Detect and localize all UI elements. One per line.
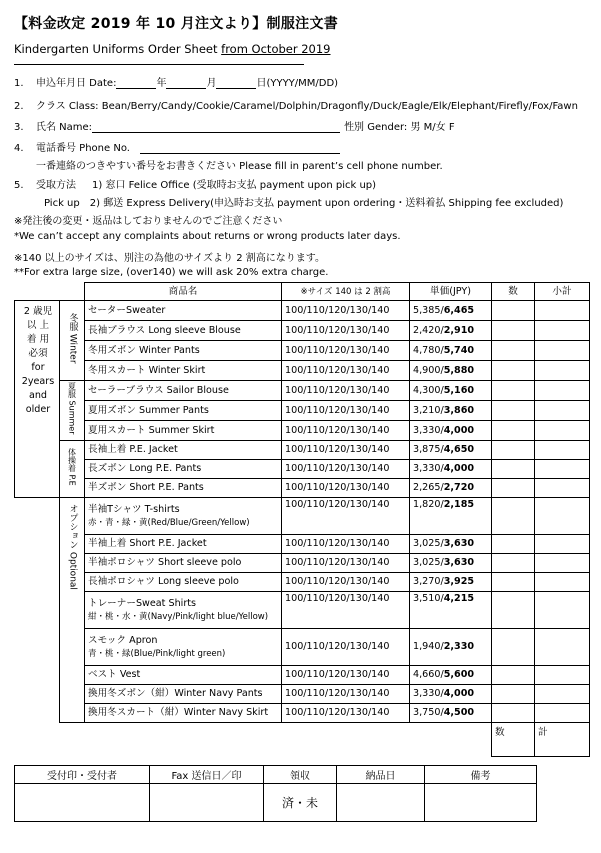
- product-price: 3,210/3,860: [410, 401, 492, 421]
- product-sizes: 100/110/120/130/140: [282, 629, 410, 666]
- product-price: 3,025/3,630: [410, 554, 492, 573]
- age-group-line: and: [28, 390, 48, 401]
- product-name: 半ズボン Short P.E. Pants: [85, 479, 282, 498]
- product-price: 5,385/6,465: [410, 301, 492, 321]
- table-row: [15, 685, 590, 704]
- header-size: ※サイズ 140 は 2 割高: [282, 283, 410, 301]
- product-name: セーラーブラウス Sailor Blouse: [85, 381, 282, 401]
- subtotal-cell[interactable]: [535, 629, 590, 666]
- table-row: [15, 321, 590, 341]
- product-price: 1,940/2,330: [410, 629, 492, 666]
- phone-field[interactable]: [140, 142, 340, 154]
- year-label: 年: [156, 78, 167, 89]
- product-name: 換用冬ズボン（紺）Winter Navy Pants: [85, 685, 282, 704]
- delivery-date-field[interactable]: [337, 784, 425, 822]
- header-price: 単価(JPY): [410, 283, 492, 301]
- page-title: 【料金改定 2019 年 10 月注文より】制服注文書: [14, 16, 339, 32]
- item-number: 4.: [14, 143, 24, 154]
- qty-input[interactable]: [492, 421, 535, 441]
- note-size-surcharge-en: **For extra large size, (over140) we will ask 20% extra charge.: [14, 267, 329, 278]
- table-row: [15, 704, 590, 723]
- subtitle-date: from October 2019: [221, 42, 331, 56]
- product-name: トレーナーSweat Shirts 紺・桃・水・黄(Navy/Pink/light blue/Yellow): [85, 592, 282, 629]
- product-name: 半袖ポロシャツ Short sleeve polo: [85, 554, 282, 573]
- product-sizes: 100/110/120/130/140: [282, 573, 410, 592]
- product-name: 換用冬スカート（紺）Winter Navy Skirt: [85, 704, 282, 723]
- product-sizes: 100/110/120/130/140: [282, 535, 410, 554]
- table-row: [15, 381, 590, 401]
- group-optional: オプション Optional: [60, 498, 85, 723]
- subtotal-cell[interactable]: [535, 704, 590, 723]
- receipt-value-row: [15, 784, 537, 822]
- table-row: [15, 573, 590, 592]
- age-group-line: 以 上: [26, 320, 50, 331]
- receipt-header-row: [15, 766, 537, 784]
- subtotal-cell[interactable]: [535, 460, 590, 479]
- pickup-option-delivery[interactable]: 2) 郵送 Express Delivery(申込時お支払 payment upon ordering・送料着払 Shipping fee excluded): [89, 198, 564, 209]
- receipt-header-stamp: 受付印・受付者: [15, 766, 150, 784]
- product-sizes: 100/110/120/130/140: [282, 321, 410, 341]
- product-price: 3,025/3,630: [410, 535, 492, 554]
- product-sizes: 100/110/120/130/140: [282, 341, 410, 361]
- subtotal-cell[interactable]: [535, 554, 590, 573]
- age-group-line: older: [25, 404, 51, 415]
- qty-input[interactable]: [492, 704, 535, 723]
- qty-input[interactable]: [492, 441, 535, 460]
- subtotal-cell[interactable]: [535, 666, 590, 685]
- table-row: [15, 301, 590, 321]
- item-number: 1.: [14, 78, 24, 89]
- product-price: 3,330/4,000: [410, 685, 492, 704]
- class-label[interactable]: クラス Class: Bean/Berry/Candy/Cookie/Caramel/Dolphin/Dragonfly/Duck/Eagle/Elk/Elephant/Firefly/Fox/Fawn: [36, 101, 578, 112]
- product-price: 3,750/4,500: [410, 704, 492, 723]
- pickup-row-2: [44, 194, 563, 209]
- age-group-cell: [15, 301, 60, 498]
- qty-input[interactable]: [492, 573, 535, 592]
- product-price: 4,900/5,880: [410, 361, 492, 381]
- total-sum[interactable]: 計: [535, 723, 590, 757]
- product-name: 長袖ブラウス Long sleeve Blouse: [85, 321, 282, 341]
- table-row: [15, 498, 590, 535]
- table-row: [15, 666, 590, 685]
- age-group-line: 2years: [21, 376, 55, 387]
- product-sizes: 100/110/120/130/140: [282, 441, 410, 460]
- item-number: 3.: [14, 122, 24, 133]
- product-price: 2,420/2,910: [410, 321, 492, 341]
- month-label: 月: [206, 78, 217, 89]
- age-group-line: for: [31, 362, 45, 373]
- fax-field[interactable]: [150, 784, 264, 822]
- pickup-option-office[interactable]: 1) 窓口 Felice Office (受取時お支払 payment upon pick up): [92, 180, 377, 191]
- table-row: [15, 401, 590, 421]
- note-no-returns-jp: ※発注後の変更・返品はしておりませんのでご注意ください: [14, 216, 283, 227]
- product-name: 冬用スカート Winter Skirt: [85, 361, 282, 381]
- receipt-header-fax: Fax 送信日／印: [150, 766, 264, 784]
- product-name: 夏用スカート Summer Skirt: [85, 421, 282, 441]
- qty-input[interactable]: [492, 301, 535, 321]
- product-sizes: 100/110/120/130/140: [282, 498, 410, 535]
- subtotal-cell[interactable]: [535, 321, 590, 341]
- qty-input[interactable]: [492, 401, 535, 421]
- header-product: 商品名: [85, 283, 282, 301]
- day-label: 日(YYYY/MM/DD): [256, 78, 339, 89]
- table-header-row: [15, 283, 590, 301]
- product-sizes: 100/110/120/130/140: [282, 554, 410, 573]
- header-subtotal: 小計: [535, 283, 590, 301]
- qty-input[interactable]: [492, 341, 535, 361]
- pickup-label: 受取方法: [36, 180, 76, 191]
- product-sizes: 100/110/120/130/140: [282, 301, 410, 321]
- note-no-returns-en: *We can’t accept any complaints about returns or wrong products later days.: [14, 231, 401, 242]
- qty-input[interactable]: [492, 554, 535, 573]
- product-name: スモック Apron 青・桃・緑(Blue/Pink/light green): [85, 629, 282, 666]
- qty-input[interactable]: [492, 666, 535, 685]
- subtitle-divider: [14, 64, 304, 65]
- item-number: 5.: [14, 180, 24, 191]
- group-pe: 体操着 P.E: [60, 441, 85, 498]
- product-name: 夏用ズボン Summer Pants: [85, 401, 282, 421]
- table-row: [15, 441, 590, 460]
- date-label: 申込年月日 Date:: [36, 78, 117, 89]
- class-row: [14, 97, 578, 112]
- table-row: [15, 341, 590, 361]
- remarks-field[interactable]: [425, 784, 537, 822]
- subtotal-cell[interactable]: [535, 441, 590, 460]
- order-table: [14, 282, 590, 757]
- product-name: 長袖ポロシャツ Long sleeve polo: [85, 573, 282, 592]
- product-sizes: 100/110/120/130/140: [282, 381, 410, 401]
- gender-label[interactable]: 性別 Gender: 男 M/女 F: [344, 122, 455, 133]
- product-sizes: 100/110/120/130/140: [282, 421, 410, 441]
- receipt-header-delivery: 納品日: [337, 766, 425, 784]
- product-name: セーターSweater: [85, 301, 282, 321]
- phone-note: 一番連絡のつきやすい番号をお書きください Please fill in parent’s cell phone number.: [36, 161, 443, 172]
- qty-input[interactable]: [492, 592, 535, 629]
- product-price: 3,875/4,650: [410, 441, 492, 460]
- phone-row: [14, 139, 340, 154]
- qty-input[interactable]: [492, 498, 535, 535]
- year-field[interactable]: [116, 77, 156, 89]
- group-summer: 夏服 Summer: [60, 381, 85, 441]
- subtotal-cell[interactable]: [535, 341, 590, 361]
- name-row: [14, 118, 455, 133]
- product-sizes: 100/110/120/130/140: [282, 666, 410, 685]
- day-field[interactable]: [216, 77, 256, 89]
- header-qty: 数: [492, 283, 535, 301]
- age-group-line: 2 歳児: [23, 306, 53, 317]
- product-name: ベスト Vest: [85, 666, 282, 685]
- age-group-line: 着 用: [26, 334, 50, 345]
- table-row: [15, 592, 590, 629]
- product-price: 3,270/3,925: [410, 573, 492, 592]
- qty-input[interactable]: [492, 361, 535, 381]
- product-name: 半袖上着 Short P.E. Jacket: [85, 535, 282, 554]
- subtotal-cell[interactable]: [535, 573, 590, 592]
- subtotal-cell[interactable]: [535, 535, 590, 554]
- subtotal-cell[interactable]: [535, 685, 590, 704]
- subtotal-cell[interactable]: [535, 421, 590, 441]
- table-row: [15, 361, 590, 381]
- subtitle-main: Kindergarten Uniforms Order Sheet: [14, 42, 222, 56]
- product-price: 4,660/5,600: [410, 666, 492, 685]
- subtotal-cell[interactable]: [535, 498, 590, 535]
- phone-label: 電話番号 Phone No.: [36, 143, 130, 154]
- product-price: 1,820/2,185: [410, 498, 492, 535]
- product-price: 2,265/2,720: [410, 479, 492, 498]
- qty-input[interactable]: [492, 460, 535, 479]
- product-price: 3,330/4,000: [410, 460, 492, 479]
- subtotal-cell[interactable]: [535, 592, 590, 629]
- receipt-header-receipt: 領収: [264, 766, 337, 784]
- qty-input[interactable]: [492, 535, 535, 554]
- product-price: 3,510/4,215: [410, 592, 492, 629]
- qty-input[interactable]: [492, 321, 535, 341]
- table-row: [15, 421, 590, 441]
- qty-input[interactable]: [492, 629, 535, 666]
- product-price: 4,780/5,740: [410, 341, 492, 361]
- date-row: [14, 74, 338, 89]
- product-sizes: 100/110/120/130/140: [282, 361, 410, 381]
- receipt-table: [14, 765, 537, 822]
- group-winter: 冬服 Winter: [60, 301, 85, 381]
- totals-row: [15, 723, 590, 757]
- receipt-status[interactable]: 済・未: [264, 784, 337, 822]
- product-price: 3,330/4,000: [410, 421, 492, 441]
- name-label: 氏名 Name:: [36, 122, 93, 133]
- product-name: 冬用ズボン Winter Pants: [85, 341, 282, 361]
- table-row: [15, 535, 590, 554]
- product-sizes: 100/110/120/130/140: [282, 592, 410, 629]
- product-name: 長袖上着 P.E. Jacket: [85, 441, 282, 460]
- product-sizes: 100/110/120/130/140: [282, 460, 410, 479]
- receipt-header-remarks: 備考: [425, 766, 537, 784]
- product-sizes: 100/110/120/130/140: [282, 401, 410, 421]
- qty-input[interactable]: [492, 381, 535, 401]
- pickup-row: [14, 176, 376, 191]
- page-subtitle: [14, 42, 331, 56]
- stamp-field[interactable]: [15, 784, 150, 822]
- product-price: 4,300/5,160: [410, 381, 492, 401]
- subtotal-cell[interactable]: [535, 361, 590, 381]
- table-row: [15, 479, 590, 498]
- subtotal-cell[interactable]: [535, 381, 590, 401]
- pickup-prefix: Pick up: [44, 198, 80, 209]
- product-sizes: 100/110/120/130/140: [282, 479, 410, 498]
- product-sizes: 100/110/120/130/140: [282, 704, 410, 723]
- name-field[interactable]: [92, 121, 340, 133]
- subtotal-cell[interactable]: [535, 401, 590, 421]
- age-group-line: 必須: [28, 348, 48, 359]
- qty-input[interactable]: [492, 685, 535, 704]
- product-sizes: 100/110/120/130/140: [282, 685, 410, 704]
- product-name: 半袖Tシャツ T-shirts 赤・青・緑・黄(Red/Blue/Green/Yellow): [85, 498, 282, 535]
- subtotal-cell[interactable]: [535, 301, 590, 321]
- product-name: 長ズボン Long P.E. Pants: [85, 460, 282, 479]
- subtotal-cell[interactable]: [535, 479, 590, 498]
- item-number: 2.: [14, 101, 24, 112]
- table-row: [15, 629, 590, 666]
- table-row: [15, 554, 590, 573]
- note-size-surcharge-jp: ※140 以上のサイズは、別注の為他のサイズより 2 割高になります。: [14, 253, 325, 264]
- table-row: [15, 460, 590, 479]
- total-qty[interactable]: 数: [492, 723, 535, 757]
- qty-input[interactable]: [492, 479, 535, 498]
- month-field[interactable]: [166, 77, 206, 89]
